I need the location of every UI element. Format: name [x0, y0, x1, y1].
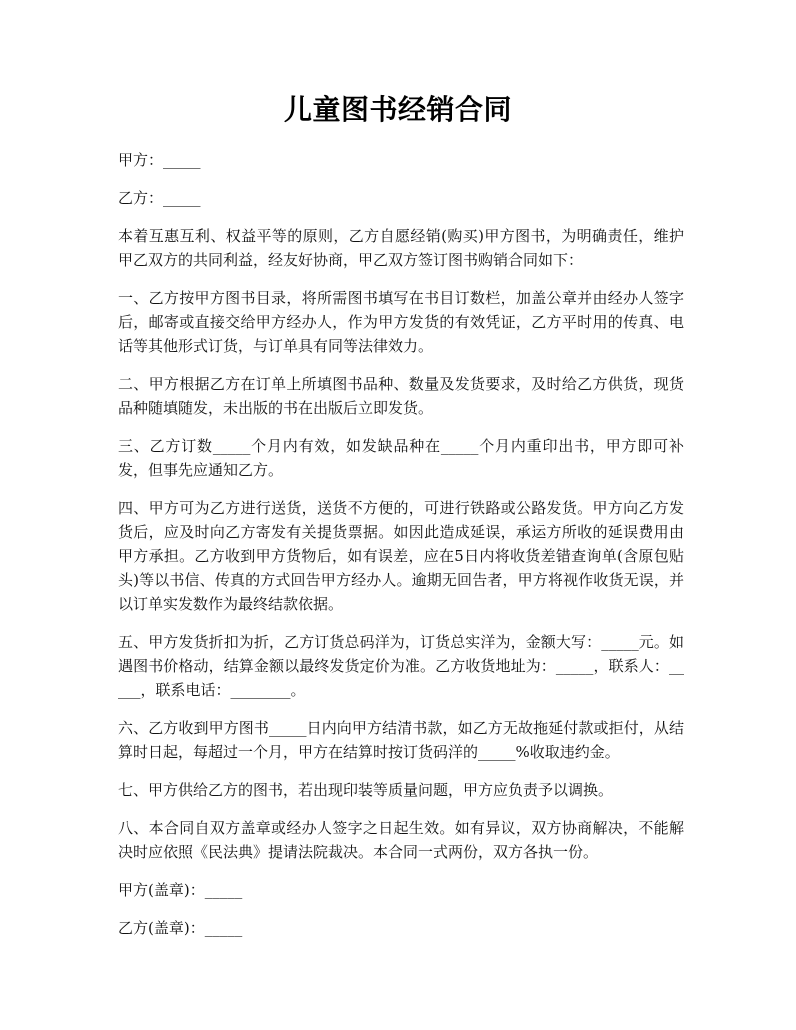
party-a-line: 甲方：_____ [118, 151, 201, 169]
clause-6: 六、乙方收到甲方图书_____日内向甲方结清书款，如乙方无故拖延付款或拒付，从结算时日起，每超过一个月，甲方在结算时按订货码洋的_____%收取违约金。 [118, 719, 684, 761]
party-a-seal-line: 甲方(盖章)：_____ [118, 881, 243, 899]
clause-7: 七、甲方供给乙方的图书，若出现印装等质量问题，甲方应负责予以调换。 [118, 781, 614, 799]
clause-1: 一、乙方按甲方图书目录，将所需图书填写在书目订数栏，加盖公章并由经办人签字后，邮寄或直接交给甲方经办人，作为甲方发货的有效凭证，乙方平时用的传真、电话等其他形式订货，与订单具有同等法律效力。 [118, 289, 684, 355]
clause-4: 四、甲方可为乙方进行送货，送货不方便的，可进行铁路或公路发货。甲方向乙方发货后，应及时向乙方寄发有关提货票据。如因此造成延误，承运方所收的延误费用由甲方承担。乙方收到甲方货物后，如有误差，应在5日内将收货差错查询单(含原包贴头)等以书信、传真的方式回告甲方经办人。逾期无回告者，甲方将视作收货无误，并以订单实发数作为最终结款依据。 [118, 499, 684, 613]
clause-5: 五、甲方发货折扣为折，乙方订货总码洋为，订货总实洋为，金额大写：_____元。如遇图书价格动，结算金额以最终发货定价为准。乙方收货地址为：_____，联系人：_____，联系电话：________。 [118, 633, 684, 699]
document-title: 儿童图书经销合同 [283, 93, 512, 126]
party-b-line: 乙方：_____ [118, 189, 201, 207]
clause-2: 二、甲方根据乙方在订单上所填图书品种、数量及发货要求，及时给乙方供货，现货品种随填随发，未出版的书在出版后立即发货。 [118, 375, 684, 417]
party-b-seal-line: 乙方(盖章)：_____ [118, 919, 243, 937]
clause-8: 八、本合同自双方盖章或经办人签字之日起生效。如有异议，双方协商解决，不能解决时应依照《民法典》提请法院裁决。本合同一式两份，双方各执一份。 [118, 819, 684, 861]
clause-3: 三、乙方订数_____个月内有效，如发缺品种在_____个月内重印出书，甲方即可补发，但事先应通知乙方。 [118, 437, 684, 479]
intro-paragraph: 本着互惠互利、权益平等的原则，乙方自愿经销(购买)甲方图书，为明确责任，维护甲乙双方的共同利益，经友好协商，甲乙双方签订图书购销合同如下： [118, 227, 684, 269]
document-body [118, 148, 684, 954]
